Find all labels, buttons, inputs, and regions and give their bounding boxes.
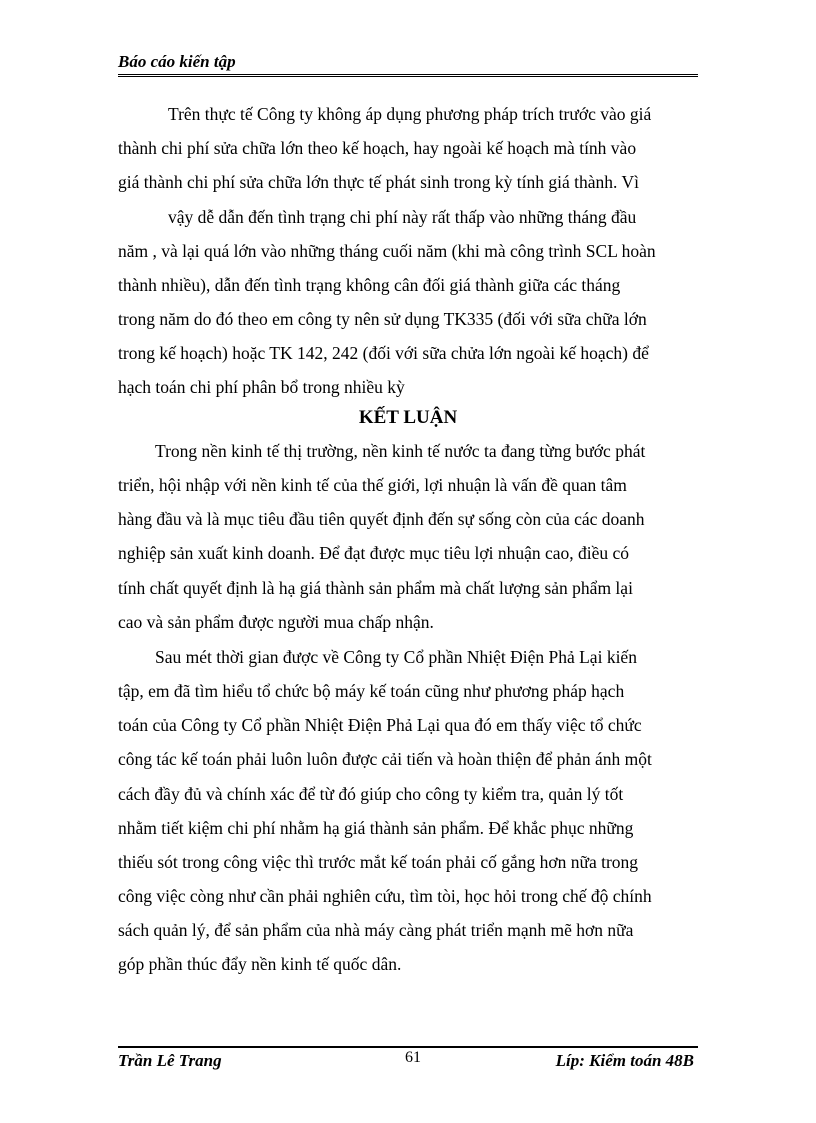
paragraph-line: thiếu sót trong công việc thì trước mắt kế toán phải cố gắng hơn nữa trong xyxy=(118,852,639,872)
paragraph-line: năm , và lại quá lớn vào những tháng cuối năm (khi mà công trình SCL hoàn xyxy=(118,241,656,261)
paragraph-line: Sau mét thời gian được về Công ty Cổ phần Nhiệt Điện Phả Lại kiến xyxy=(155,647,637,667)
paragraph-line: tính chất quyết định là hạ giá thành sản phẩm mà chất lượng sản phẩm lại xyxy=(118,578,633,598)
paragraph-line: hạch toán chi phí phân bổ trong nhiều kỳ xyxy=(118,377,405,397)
paragraph-line: công việc còng như cần phải nghiên cứu, tìm tòi, học hỏi trong chế độ chính xyxy=(118,886,652,906)
paragraph-line: Trên thực tế Công ty không áp dụng phương pháp trích trước vào giá xyxy=(168,104,652,124)
paragraph-line: cao và sản phẩm được người mua chấp nhận. xyxy=(118,612,434,632)
header-divider xyxy=(118,74,698,77)
paragraph-line: vậy dễ dẫn đến tình trạng chi phí này rất thấp vào những tháng đầu xyxy=(168,207,637,227)
paragraph-line: trong năm do đó theo em công ty nên sử dụng TK335 (đối với sữa chữa lớn xyxy=(118,309,647,329)
section-heading: KẾT LUẬN xyxy=(358,407,458,428)
paragraph-line: trong kế hoạch) hoặc TK 142, 242 (đối với sữa chửa lớn ngoài kế hoạch) để xyxy=(118,343,649,363)
paragraph-line: giá thành chi phí sửa chữa lớn thực tế phát sinh trong kỳ tính giá thành. Vì xyxy=(118,172,639,192)
paragraph-line: tập, em đã tìm hiểu tổ chức bộ máy kế toán cũng như phương pháp hạch xyxy=(118,681,625,701)
paragraph-line: thành nhiều), dẫn đến tình trạng không cân đối giá thành giữa các tháng xyxy=(118,275,621,295)
footer-divider xyxy=(118,1046,698,1048)
footer-class: Líp: Kiểm toán 48B xyxy=(555,1051,694,1070)
paragraph-line: nhằm tiết kiệm chi phí nhằm hạ giá thành sản phẩm. Để khắc phục những xyxy=(118,818,634,838)
paragraph-line: cách đầy đủ và chính xác để từ đó giúp cho công ty kiểm tra, quản lý tốt xyxy=(118,784,624,804)
paragraph-line: Trong nền kinh tế thị trường, nền kinh tế nước ta đang từng bước phát xyxy=(155,441,646,461)
header-title: Báo cáo kiến tập xyxy=(118,52,236,71)
page-number: 61 xyxy=(405,1049,421,1066)
paragraph-line: triển, hội nhập với nền kinh tế của thế giới, lợi nhuận là vấn đề quan tâm xyxy=(118,475,627,495)
paragraph-line: nghiệp sản xuất kinh doanh. Để đạt được mục tiêu lợi nhuận cao, điều có xyxy=(118,543,630,563)
footer-author: Trần Lê Trang xyxy=(118,1051,222,1070)
paragraph-line: thành chi phí sửa chữa lớn theo kế hoạch, hay ngoài kế hoạch mà tính vào xyxy=(118,138,637,158)
paragraph-line: toán của Công ty Cổ phần Nhiệt Điện Phả Lại qua đó em thấy việc tổ chức xyxy=(118,715,642,735)
paragraph-line: công tác kế toán phải luôn luôn được cải tiến và hoàn thiện để phản ánh một xyxy=(118,749,652,769)
paragraph-line: hàng đầu và là mục tiêu đầu tiên quyết định đến sự sống còn của các doanh xyxy=(118,509,645,529)
paragraph-line: góp phần thúc đẩy nền kinh tế quốc dân. xyxy=(118,954,402,974)
paragraph-line: sách quản lý, để sản phẩm của nhà máy càng phát triển mạnh mẽ hơn nữa xyxy=(118,920,634,940)
